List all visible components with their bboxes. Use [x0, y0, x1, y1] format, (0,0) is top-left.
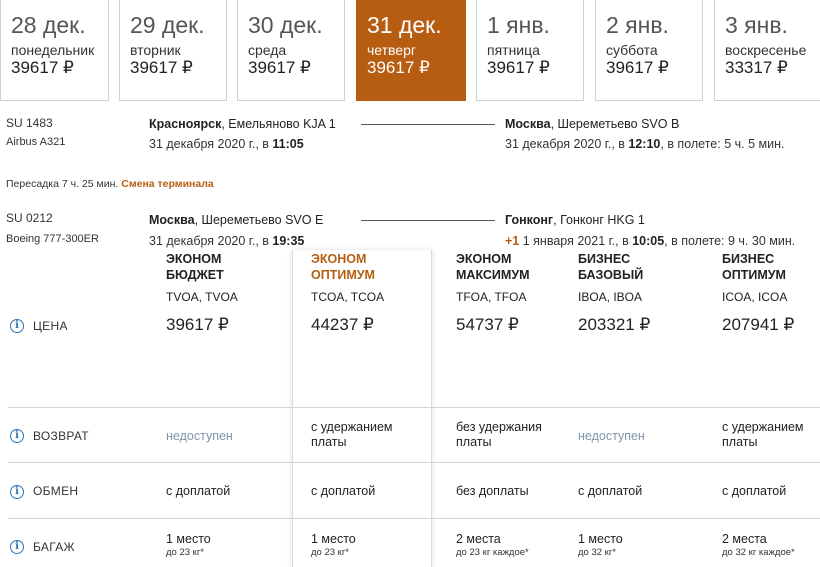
weekday-label: суббота: [606, 42, 658, 58]
exchange-cell: без доплаты: [456, 484, 529, 498]
flight-duration: , в полете: 5 ч. 5 мин.: [660, 137, 785, 151]
departure-time: 19:35: [272, 234, 305, 248]
fare-price-economy-maximum[interactable]: 54737 ₽: [456, 315, 519, 334]
flight-duration: , в полете: 9 ч. 30 мин.: [664, 234, 796, 248]
date-price: 39617 ₽: [130, 58, 193, 77]
date-price: 39617 ₽: [248, 58, 311, 77]
date-label: 30 дек.: [248, 12, 323, 38]
date-price: 39617 ₽: [487, 58, 550, 77]
exchange-cell: с доплатой: [578, 484, 643, 498]
route-line: [361, 124, 495, 125]
transfer-duration: Пересадка 7 ч. 25 мин.: [6, 178, 119, 190]
date-cell-2-jan[interactable]: [595, 0, 703, 101]
fare-name-economy-optimum: ЭКОНОМ ОПТИМУМ: [311, 252, 375, 282]
date-label: 28 дек.: [11, 12, 86, 38]
next-day-marker: +1: [505, 234, 520, 248]
departure-date: 31 декабря 2020 г., в: [149, 234, 273, 248]
refund-cell: без удержания платы: [456, 420, 542, 449]
fare-price-business-optimum[interactable]: 207941 ₽: [722, 315, 795, 334]
date-cell-28-dec[interactable]: [0, 0, 109, 101]
fare-name-economy-maximum: ЭКОНОМ МАКСИМУМ: [456, 252, 530, 282]
arrival-datetime: [505, 137, 784, 151]
baggage-cell: [166, 532, 211, 559]
fare-code: ICOA, ICOA: [722, 290, 788, 304]
date-label: 3 янв.: [725, 12, 788, 38]
date-label: 1 янв.: [487, 12, 550, 38]
baggage-cell: [456, 532, 529, 559]
flight-number: SU 0212: [6, 211, 53, 225]
departure-datetime: [149, 137, 304, 151]
fare-price-business-basic[interactable]: 203321 ₽: [578, 315, 651, 334]
departure-airport: , Шереметьево SVO E: [194, 213, 324, 227]
info-icon[interactable]: i: [10, 429, 24, 443]
aircraft-type: Airbus A321: [6, 136, 66, 148]
baggage-count: 2 места: [722, 532, 767, 546]
terminal-change-badge: Смена терминала: [121, 178, 214, 190]
fare-price-economy-budget[interactable]: 39617 ₽: [166, 315, 229, 334]
refund-cell: недоступен: [578, 429, 645, 443]
refund-cell: с удержанием платы: [722, 420, 804, 449]
row-divider: [8, 518, 820, 519]
transfer-info: [6, 178, 214, 190]
row-label-baggage: БАГАЖ: [33, 540, 75, 554]
baggage-weight: до 32 кг*: [578, 547, 616, 558]
arrival-city: [505, 117, 679, 131]
departure-city: [149, 213, 323, 227]
row-divider: [8, 462, 820, 463]
fare-name-business-basic: БИЗНЕС БАЗОВЫЙ: [578, 252, 644, 282]
weekday-label: пятница: [487, 42, 540, 58]
fare-name-economy-budget: ЭКОНОМ БЮДЖЕТ: [166, 252, 224, 282]
departure-city: [149, 117, 336, 131]
arrival-date: 31 декабря 2020 г., в: [505, 137, 629, 151]
departure-airport: , Емельяново KJA 1: [221, 117, 336, 131]
departure-time: 11:05: [272, 137, 304, 151]
date-cell-31-dec-selected[interactable]: [356, 0, 466, 101]
exchange-cell: с доплатой: [311, 484, 376, 498]
arrival-airport: , Шереметьево SVO B: [550, 117, 680, 131]
date-cell-1-jan[interactable]: [476, 0, 584, 101]
arrival-time: 12:10: [628, 137, 661, 151]
arrival-city: [505, 213, 645, 227]
weekday-label: вторник: [130, 42, 181, 58]
row-divider: [8, 407, 820, 408]
baggage-count: 1 место: [311, 532, 356, 546]
date-price: 33317 ₽: [725, 58, 788, 77]
departure-city-name: Красноярск: [149, 117, 222, 131]
date-price: 39617 ₽: [606, 58, 669, 77]
exchange-cell: с доплатой: [166, 484, 231, 498]
exchange-cell: с доплатой: [722, 484, 787, 498]
baggage-weight: до 23 кг каждое*: [456, 547, 529, 558]
aircraft-type: Boeing 777-300ER: [6, 233, 99, 245]
baggage-count: 1 место: [166, 532, 211, 546]
baggage-cell: [578, 532, 623, 559]
fare-price-economy-optimum[interactable]: 44237 ₽: [311, 315, 374, 334]
row-label-exchange: ОБМЕН: [33, 484, 79, 498]
route-line: [361, 220, 495, 221]
fare-code: TFOA, TFOA: [456, 290, 527, 304]
weekday-label: четверг: [367, 42, 416, 58]
date-label: 29 дек.: [130, 12, 205, 38]
baggage-cell: [311, 532, 356, 559]
arrival-time: 10:05: [632, 234, 665, 248]
departure-datetime: [149, 234, 304, 248]
refund-cell: с удержанием платы: [311, 420, 393, 449]
date-price: 39617 ₽: [11, 58, 74, 77]
date-selector: [0, 0, 820, 101]
departure-date: 31 декабря 2020 г., в: [149, 137, 273, 151]
info-icon[interactable]: i: [10, 319, 24, 333]
date-label: 31 дек.: [367, 12, 442, 38]
date-label: 2 янв.: [606, 12, 669, 38]
baggage-count: 1 место: [578, 532, 623, 546]
weekday-label: понедельник: [11, 42, 95, 58]
arrival-datetime: [505, 234, 795, 248]
fare-code: TVOA, TVOA: [166, 290, 238, 304]
arrival-date: 1 января 2021 г., в: [519, 234, 633, 248]
info-icon[interactable]: i: [10, 485, 24, 499]
departure-city-name: Москва: [149, 213, 195, 227]
flight-number: SU 1483: [6, 116, 53, 130]
baggage-weight: до 23 кг*: [311, 547, 349, 558]
date-price: 39617 ₽: [367, 58, 430, 77]
row-label-price: ЦЕНА: [33, 319, 68, 333]
refund-cell: недоступен: [166, 429, 233, 443]
baggage-cell: [722, 532, 795, 559]
date-cell-29-dec[interactable]: [119, 0, 227, 101]
date-cell-3-jan[interactable]: [714, 0, 820, 101]
baggage-weight: до 23 кг*: [166, 547, 204, 558]
info-icon[interactable]: i: [10, 540, 24, 554]
arrival-city-name: Москва: [505, 117, 551, 131]
baggage-count: 2 места: [456, 532, 501, 546]
fare-code: IBOA, IBOA: [578, 290, 643, 304]
arrival-airport: , Гонконг HKG 1: [553, 213, 645, 227]
arrival-city-name: Гонконг: [505, 213, 554, 227]
date-cell-30-dec[interactable]: [237, 0, 345, 101]
fare-code: TCOA, TCOA: [311, 290, 385, 304]
baggage-weight: до 32 кг каждое*: [722, 547, 795, 558]
row-label-refund: ВОЗВРАТ: [33, 429, 89, 443]
weekday-label: среда: [248, 42, 287, 58]
weekday-label: воскресенье: [725, 42, 807, 58]
fare-name-business-optimum: БИЗНЕС ОПТИМУМ: [722, 252, 786, 282]
